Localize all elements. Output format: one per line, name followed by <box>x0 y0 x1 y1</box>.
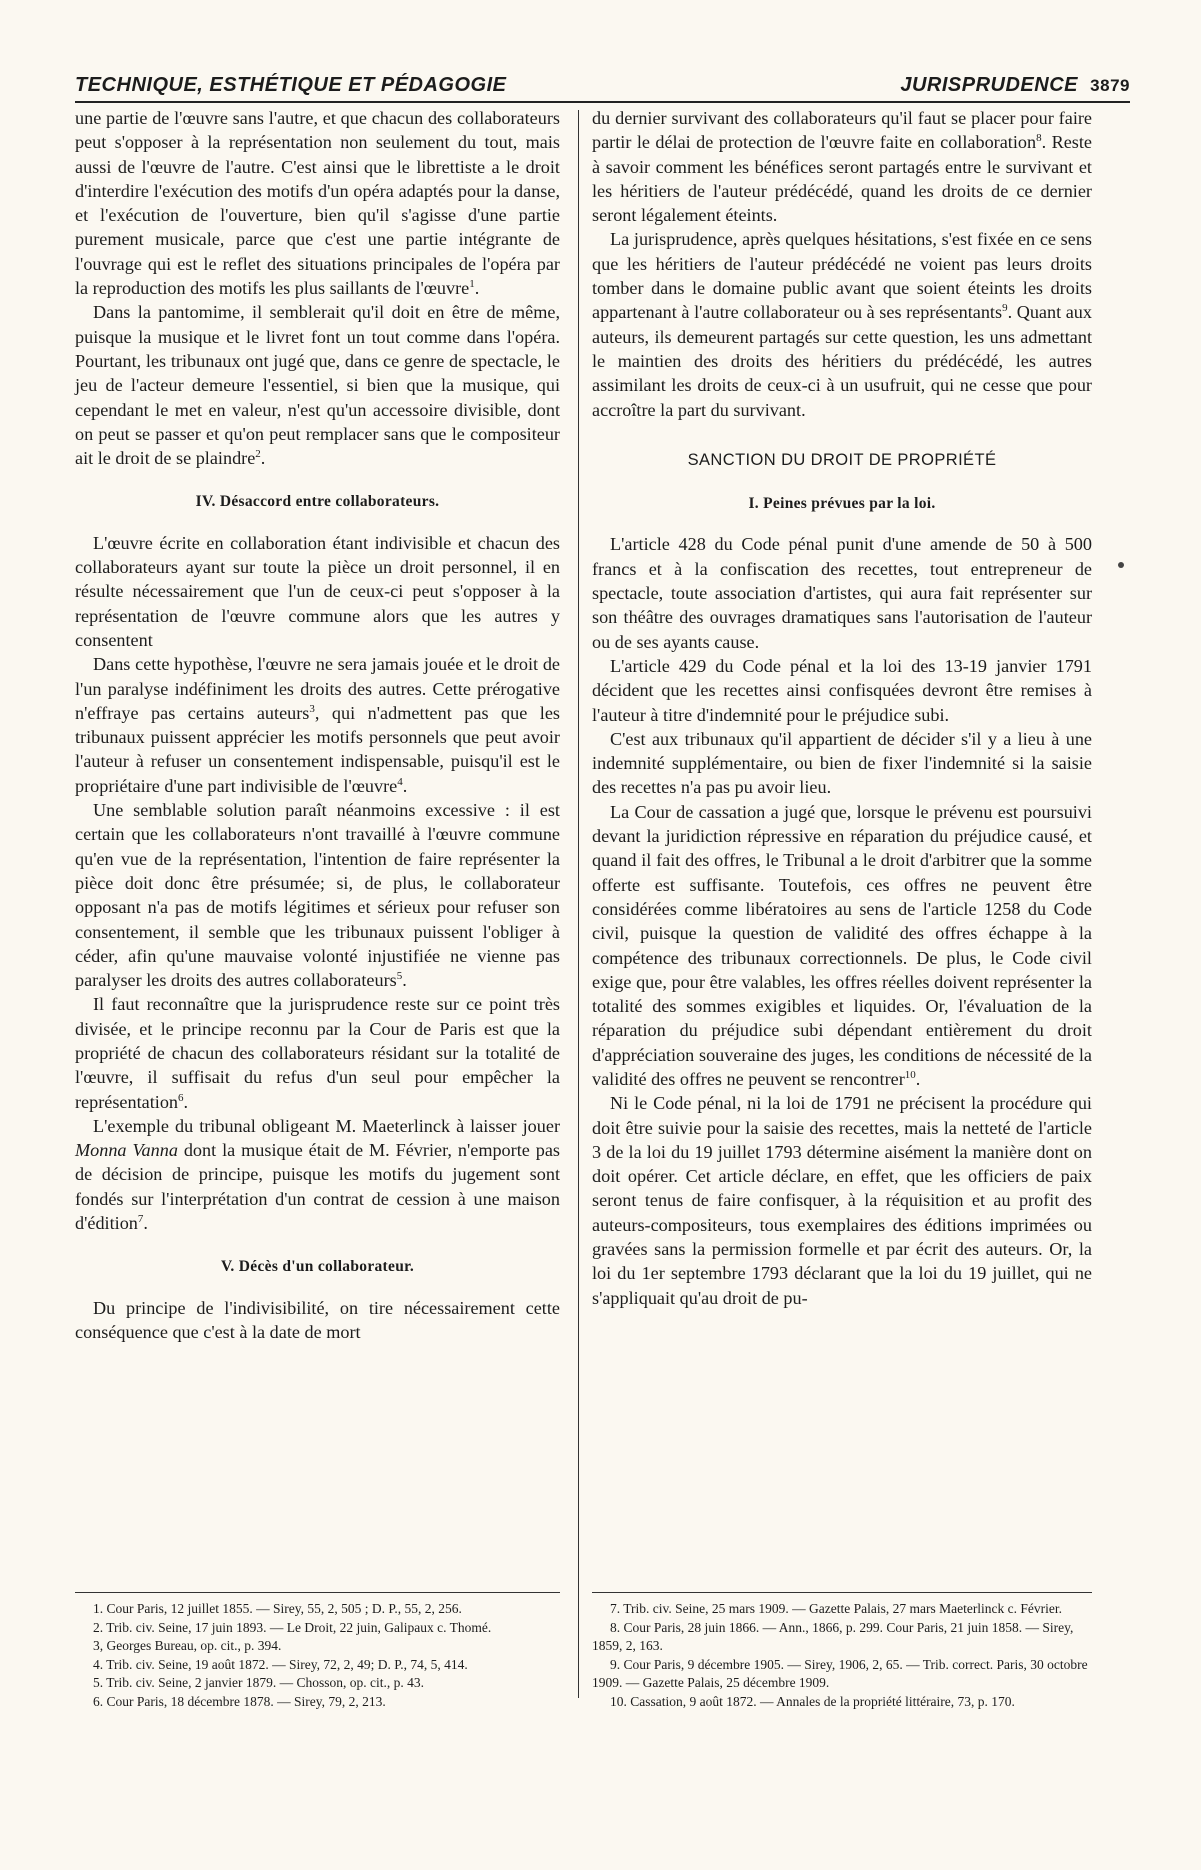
chapter-heading: SANCTION DU DROIT DE PROPRIÉTÉ <box>687 450 997 469</box>
section-heading-v: V. Décès d'un collaborateur. <box>220 1258 415 1276</box>
paragraph: une partie de l'œuvre sans l'autre, et que chacun des collaborateurs peut s'opposer à la représentation non seulement du tout, mais aussi de l'œuvre de l'autre. C'est ainsi que le librettiste a le droit d'interdire l'exécution des motifs d'un opéra adaptés pour la danse, et l'exécution de l'ouverture, bien qu'il s'agisse d'une partie purement musicale, parce que c'est une partie intégrante de l'ouvrage qui est le reflet des situations principales de l'opéra par la reproduction des motifs les plus saillants de l'œuvre$^1$. <box>75 108 560 299</box>
footnote-rule-left <box>75 1592 560 1593</box>
paragraph: Ni le Code pénal, ni la loi de 1791 ne précisent la procédure qui doit être suivie pour la saisie des recettes, mais la netteté de l'article 3 de la loi du 19 juillet 1793 détermine aisément la manière dont on doit opérer. Cet article déclare, en effet, que les officiers de paix seront tenus de faire confisquer, à la réquisition et au profit des auteurs-compositeurs, tous exemplaires des éditions imprimées ou gravées sans la permission formelle et par écrit des auteurs. Or, la loi du 1er septembre 1793 déclarant que la loi du 19 juillet, qui ne s'appliquait qu'au droit de pu- <box>592 1093 1092 1308</box>
header-rule <box>75 101 1130 103</box>
footnote: 10. Cassation, 9 août 1872. — Annales de la propriété littéraire, 73, p. 170. <box>610 1693 1015 1709</box>
paragraph: L'article 429 du Code pénal et la loi des 13-19 janvier 1791 décident que les recettes ainsi confisquées devront être remises à l'auteur à titre d'indemnité pour le préjudice subi. <box>592 655 1092 725</box>
left-column <box>75 106 560 1344</box>
paragraph: L'œuvre écrite en collaboration étant indivisible et chacun des collaborateurs ayant sur toute la pièce un droit personnel, il en résulte nécessairement que l'un de ceux-ci peut s'opposer à la représentation de l'œuvre commune alors que les autres y consentent <box>75 532 560 650</box>
footnote: 5. Trib. civ. Seine, 2 janvier 1879. — Chosson, op. cit., p. 43. <box>93 1675 424 1690</box>
paragraph: du dernier survivant des collaborateurs qu'il faut se placer pour faire partir le délai de protection de l'œuvre faite en collaboration$^8$. Reste à savoir comment les bénéfices seront partagés entre le survivant et les héritiers de l'auteur prédécédé, quand les droits de ce dernier seront légalement éteints. <box>592 108 1092 226</box>
paragraph: Une semblable solution paraît néanmoins excessive : il est certain que les collaborateurs n'ont travaillé à l'œuvre commune qu'en vue de la représentation, l'intention de faire représenter la pièce doit donc être présumée; si, de plus, le collaborateur opposant n'a pas de motifs légitimes et sérieux pour refuser son consentement, il semble que les tribunaux puissent l'obliger à céder, afin qu'une mauvaise volonté injustifiée ne vienne pas paralyser les droits des autres collaborateurs$^5$. <box>75 800 560 991</box>
paragraph: Dans la pantomime, il semblerait qu'il doit en être de même, puisque la musique et le livret font un tout comme dans l'opéra. Pourtant, les tribunaux ont jugé que, dans ce genre de spectacle, le jeu de l'acteur demeure l'essentiel, si bien que la musique, qui cependant le met en valeur, n'est qu'un accessoire divisible, dont on peut se passer et qu'on peut remplacer sans que le compositeur ait le droit de se plaindre$^2$. <box>75 302 560 469</box>
running-header <box>75 70 1130 100</box>
section-heading-i: I. Peines prévues par la loi. <box>748 495 936 513</box>
section-heading-iv: IV. Désaccord entre collaborateurs. <box>195 493 440 511</box>
footnote: 8. Cour Paris, 28 juin 1866. — Ann., 1866, p. 299. Cour Paris, 21 juin 1858. — Sirey, 1859, 2, 163. <box>592 1619 1074 1653</box>
page-number: 3879 <box>1090 76 1130 95</box>
column-divider <box>578 110 579 1698</box>
footnote: 6. Cour Paris, 18 décembre 1878. — Sirey, 79, 2, 213. <box>93 1693 386 1709</box>
header-chapter-title: JURISPRUDENCE <box>900 74 1078 96</box>
paragraph: Il faut reconnaître que la jurisprudence reste sur ce point très divisée, et le principe reconnu par la Cour de Paris est que la propriété de chacun des collaborateurs résidant sur la totalité de l'œuvre, il suffisait du refus d'un seul pour empêcher la représentation$^6$. <box>75 994 560 1112</box>
paragraph: L'exemple du tribunal obligeant M. Maeterlinck à laisser jouer Monna Vanna dont la musique était de M. Février, n'emporte pas de décision de principe, puisque les motifs du jugement sont fondés sur l'interprétation d'un contrat de cession à une maison d'édition$^7$. <box>75 1115 560 1234</box>
footnote: 2. Trib. civ. Seine, 17 juin 1893. — Le Droit, 22 juin, Galipaux c. Thomé. <box>93 1619 492 1635</box>
print-speck <box>1118 562 1124 568</box>
footnote: 1. Cour Paris, 12 juillet 1855. — Sirey, 55, 2, 505 ; D. P., 55, 2, 256. <box>93 1601 462 1616</box>
paragraph: C'est aux tribunaux qu'il appartient de décider s'il y a lieu à une indemnité supplémentaire, ou bien de fixer l'indemnité si la saisie des recettes n'a pas pu avoir lieu. <box>592 728 1092 798</box>
paragraph: L'article 428 du Code pénal punit d'une amende de 50 à 500 francs et à la confiscation des recettes, tout entrepreneur de spectacle, toute association d'artistes, qui aura fait représenter sur son théâtre des ouvrages dramatiques sans l'autorisation de l'auteur ou de ses ayants cause. <box>592 534 1092 652</box>
footnote: 9. Cour Paris, 9 décembre 1905. — Sirey, 1906, 2, 65. — Trib. correct. Paris, 30 octobre 1909. — Gazette Palais, 25 décembre 1909. <box>592 1656 1088 1690</box>
paragraph: Du principe de l'indivisibilité, on tire nécessairement cette conséquence que c'est à la date de mort <box>75 1297 560 1342</box>
footnote: 4. Trib. civ. Seine, 19 août 1872. — Sirey, 72, 2, 49; D. P., 74, 5, 414. <box>93 1656 468 1672</box>
footnote: 7. Trib. civ. Seine, 25 mars 1909. — Gazette Palais, 27 mars Maeterlinck c. Février. <box>610 1601 1063 1616</box>
paragraph: La jurisprudence, après quelques hésitations, s'est fixée en ce sens que les héritiers de l'auteur prédécédé ne voient pas leurs droits tomber dans le domaine public avant que soient éteints les droits appartenant à l'autre collaborateur ou à ses représentants$^9$. Quant aux auteurs, ils demeurent partagés sur cette question, les uns admettant le maintien des droits des héritiers du prédécédé, les autres assimilant les droits de ceux-ci à un usufruit, qui ne cesse que pour accroître la part du survivant. <box>592 229 1092 420</box>
footnotes-left <box>75 1600 560 1711</box>
paragraph: Dans cette hypothèse, l'œuvre ne sera jamais jouée et le droit de l'un paralyse indéfiniment les droits des autres. Cette prérogative n'effraye pas certains auteurs$^3$, qui n'admettent pas que les tribunaux puissent apprécier les motifs personnels que peut avoir l'auteur à refuser un consentement indispensable, puisqu'il est le propriétaire d'une part indivisible de l'œuvre$^4$. <box>75 654 561 796</box>
footnote: 3, Georges Bureau, op. cit., p. 394. <box>93 1638 282 1653</box>
right-column <box>592 106 1092 1310</box>
paragraph: La Cour de cassation a jugé que, lorsque le prévenu est poursuivi devant la juridiction répressive en réparation du préjudice causé, et quand il fait des offres, le Tribunal a le droit d'arbitrer que la somme offerte est suffisante. Toutefois, ces offres ne peuvent être considérées comme libératoires au sens de l'article 1258 du Code civil, puisque la question de validité des offres échappe à la compétence des tribunaux correctionnels. De plus, le Code civil exige que, pour être valables, les offres réelles doivent représenter la totalité des sommes exigibles et liquides. Or, l'évaluation de la réparation du préjudice subi dépendant entièrement du droit d'appréciation souveraine des juges, les conditions de nécessité de la validité des offres ne peuvent se rencontrer$^{10}$. <box>592 801 1092 1089</box>
header-section-title: TECHNIQUE, ESTHÉTIQUE ET PÉDAGOGIE <box>75 74 507 96</box>
footnotes-right <box>592 1600 1092 1711</box>
footnote-rule-right <box>592 1592 1092 1593</box>
